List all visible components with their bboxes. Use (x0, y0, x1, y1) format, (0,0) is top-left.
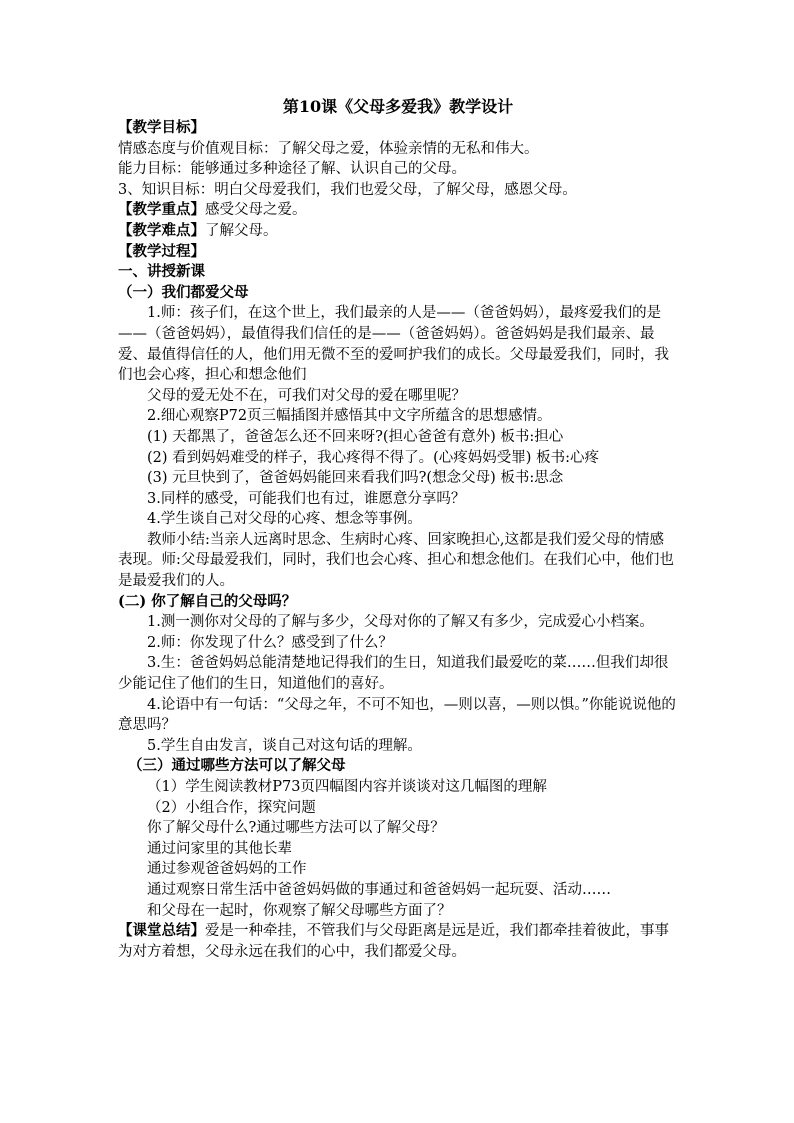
subsection-two-heading: (二) 你了解自己的父母吗？ (118, 592, 297, 610)
paragraph-item-2: (2) 看到妈妈难受的样子，我心疼得不得了。(心疼妈妈受罪) 板书:心疼 (147, 449, 599, 466)
key-point-text: 感受父母之爱。 (205, 202, 307, 219)
paragraph-visit-work: 通过参观爸爸妈妈的工作 (147, 861, 307, 878)
goal-knowledge: 3、知识目标：明白父母爱我们，我们也爱父母，了解父母，感恩父母。 (118, 181, 577, 198)
subsection-three-heading: （三）通过哪些方法可以了解父母 (128, 757, 346, 775)
goal-emotion: 情感态度与价值观目标：了解父母之爱，体验亲情的无私和伟大。 (118, 140, 539, 157)
process-heading: 【教学过程】 (118, 242, 205, 260)
paragraph-share: 3.同样的感受，可能我们也有过，谁愿意分享吗？ (147, 490, 466, 507)
paragraph-ask-elders: 通过问家里的其他长辈 (147, 840, 292, 857)
paragraph-how: 你了解父母什么?通过哪些方法可以了解父母？ (147, 820, 445, 837)
paragraph-test: 1.测一测你对父母的了解与多少，父母对你的了解又有多少，完成爱心小档案。 (147, 614, 654, 631)
paragraph-examples: 4.学生谈自己对父母的心疼、想念等事例。 (147, 511, 422, 528)
subsection-one-heading: （一）我们都爱父母 (118, 283, 249, 301)
paragraph-discover: 2.师：你发现了什么？感受到了什么？ (147, 634, 393, 651)
paragraph-observe-daily: 通过观察日常生活中爸爸妈妈做的事通过和爸爸妈妈一起玩耍、活动…… (147, 881, 611, 898)
paragraph-read: （1）学生阅读教材P73页四幅图内容并谈谈对这几幅图的理解 (147, 779, 547, 795)
difficulty-line (118, 221, 678, 242)
summary-text: 爱是一种牵挂，不管我们与父母距离是远是近，我们都牵挂着彼此，事事为对方着想，父母永远在我们的心中，我们都爱父母。 (118, 923, 669, 960)
document-title: 第10课《父母多爱我》教学设计 (282, 97, 514, 116)
paragraph-item-3: (3) 元旦快到了，爸爸妈妈能回来看我们吗?(想念父母) 板书:思念 (147, 470, 564, 487)
goal-ability: 能力目标：能够通过多种途径了解、认识自己的父母。 (118, 161, 466, 178)
paragraph-item-1: (1) 天都黑了，爸爸怎么还不回来呀?(担心爸爸有意外) 板书:担心 (147, 428, 564, 445)
summary-heading: 【课堂总结】 (118, 922, 205, 940)
goals-line (118, 118, 678, 139)
document-page (118, 96, 678, 962)
paragraph-student: 3.生：爸爸妈妈总能清楚地记得我们的生日，知道我们最爱吃的菜……但我们却很少能记住了他们的生日，知道他们的喜好。 (118, 655, 669, 693)
paragraph-together: 和父母在一起时，你观察了解父母哪些方面了？ (147, 902, 452, 919)
difficulty-heading: 【教学难点】 (118, 221, 205, 239)
summary-paragraph (118, 921, 678, 962)
paragraph-free-speech: 5.学生自由发言，谈自己对这句话的理解。 (147, 737, 422, 754)
paragraph-teacher-intro: 1.师：孩子们，在这个世上，我们最亲的人是——（爸爸妈妈），最疼爱我们的是——（爸爸妈妈），最值得我们信任的是——（爸爸妈妈）。爸爸妈妈是我们最亲、最爱、最值得信任的人，他们用无微不至的爱呵护我们的成长。父母最爱我们，同时，我们也会心疼，担心和想念他们 (118, 305, 669, 384)
key-point-line (118, 200, 678, 221)
process-line (118, 242, 678, 263)
key-point-heading: 【教学重点】 (118, 201, 205, 219)
paragraph-love-question: 父母的爱无处不在，可我们对父母的爱在哪里呢？ (147, 387, 466, 404)
part-one-heading: 一、讲授新课 (118, 263, 205, 281)
paragraph-observe: 2.细心观察P72页三幅插图并感悟其中文字所蕴含的思想感情。 (147, 408, 552, 425)
paragraph-group: （2）小组合作，探究问题 (147, 799, 316, 816)
difficulty-text: 了解父母。 (205, 222, 278, 239)
goals-heading: 【教学目标】 (118, 119, 205, 136)
paragraph-summary-teacher: 教师小结:当亲人远离时思念、生病时心疼、回家晚担心,这都是我们爱父母的情感表现。师:父母最爱我们，同时，我们也会心疼、担心和想念他们。在我们心中，他们也是最爱我们的人。 (118, 531, 674, 590)
paragraph-analects: 4.论语中有一句话：“父母之年，不可不知也，—则以喜，—则以惧。”你能说说他的意思吗？ (118, 696, 676, 734)
